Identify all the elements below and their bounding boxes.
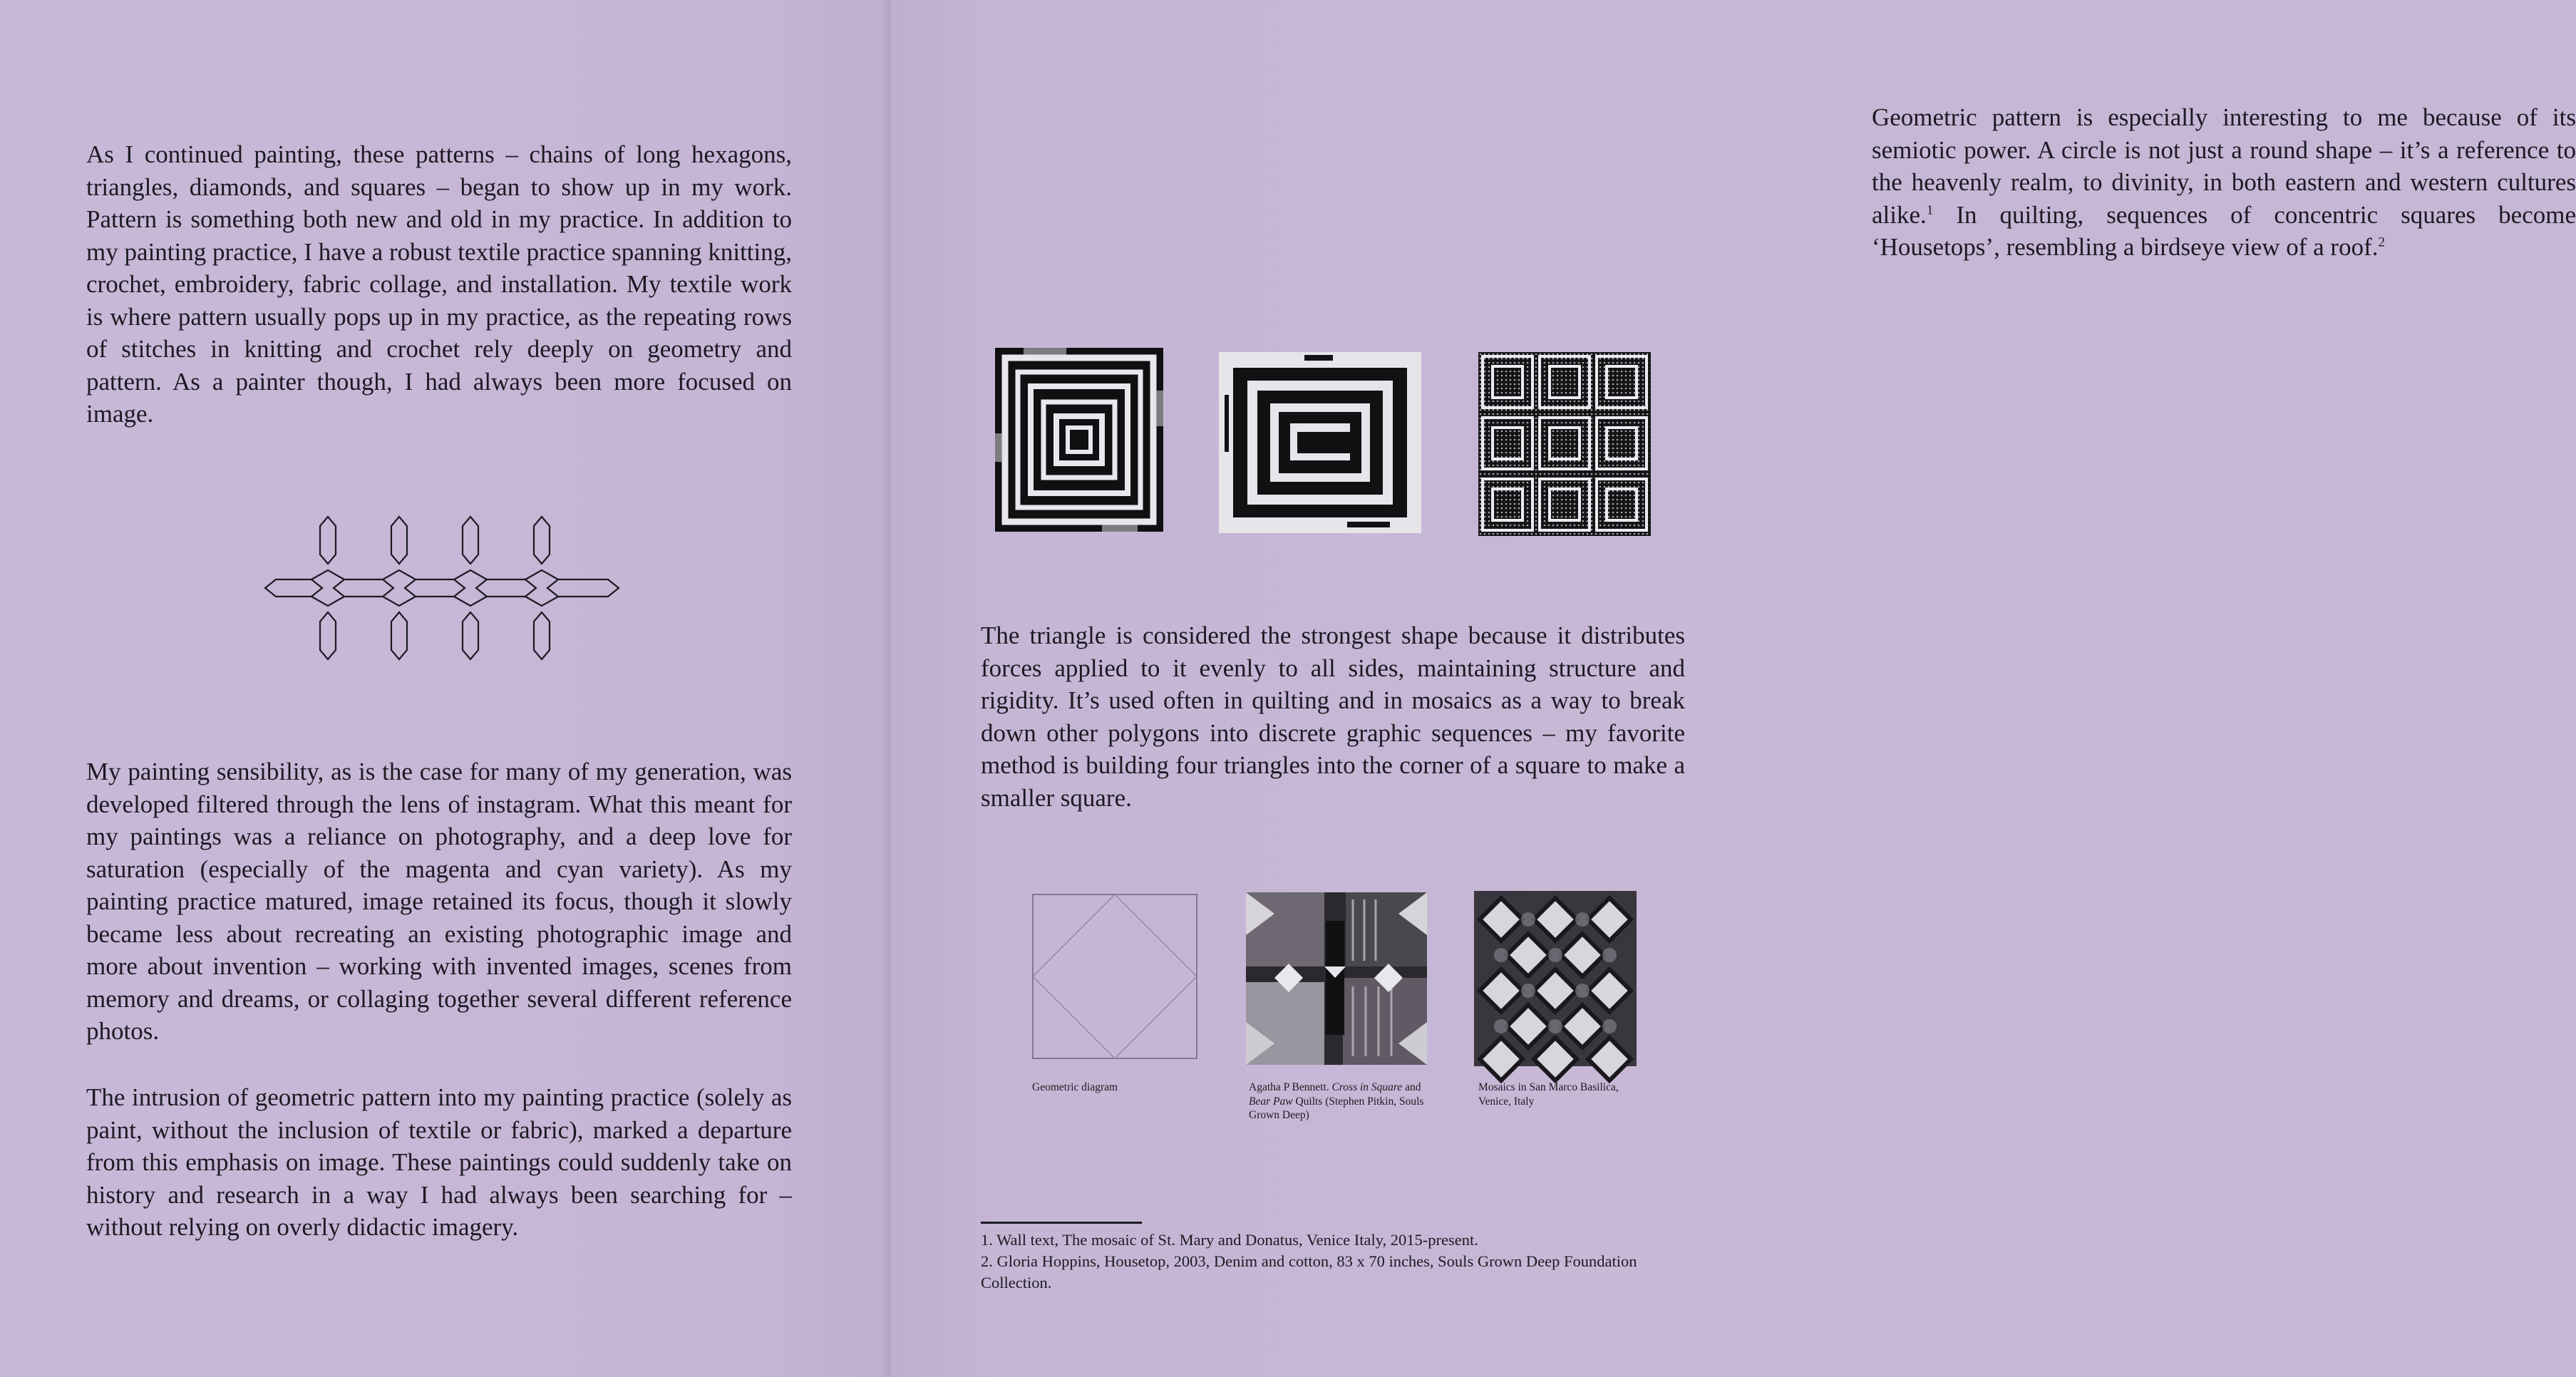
- caption-geometric-diagram: Geometric diagram: [1032, 1081, 1118, 1093]
- hexagon-chain-pattern: [264, 513, 620, 663]
- caption-quilts-artist: Agatha P Bennett.: [1249, 1081, 1332, 1093]
- junction-diamond-1: [311, 570, 344, 579]
- housetop-quilt-image-1: [995, 348, 1163, 532]
- caption-quilts-title-2: Bear Paw: [1249, 1095, 1293, 1108]
- hexagon-horizontal-2: [334, 579, 393, 597]
- junction-diamond-2: [383, 570, 416, 579]
- hexagon-vertical-bottom-4: [534, 612, 550, 659]
- housetop-quilt-image-3: [1478, 352, 1651, 536]
- right-paragraph-1: [1872, 101, 2576, 264]
- hexagon-vertical-top-4: [534, 517, 550, 564]
- hexagon-vertical-bottom-3: [463, 612, 478, 659]
- right-paragraph-1-text-a: Geometric pattern is especially interesting to me because of its semiotic power. A circle is not just a round shape – it’s a reference to the heavenly realm, to divinity, in both eastern and western cultures alike.: [1872, 103, 2576, 229]
- left-paragraph-2: My painting sensibility, as is the case for many of my generation, was developed filtered through the lens of instagram. What this meant for my paintings was a reliance on photography, and a deep love for saturation (especially of the magenta and cyan variety). As my painting practice matured, image retained its focus, though it slowly became less about recreating an existing photographic image and more about invention – working with invented images, scenes from memory and dreams, or collaging together several different reference photos.: [86, 758, 792, 1045]
- san-marco-mosaic-photo: [1474, 891, 1637, 1066]
- hexagon-vertical-top-2: [391, 517, 407, 564]
- footnote-ref-2: 2: [2378, 234, 2385, 250]
- hexagon-horizontal-1: [265, 579, 322, 597]
- hexagon-horizontal-4: [476, 579, 536, 597]
- footnote-1: 1. Wall text, The mosaic of St. Mary and Donatus, Venice Italy, 2015-present.: [981, 1231, 1478, 1249]
- footnote-divider: [981, 1222, 1142, 1224]
- junction-diamond-3: [454, 570, 487, 579]
- caption-quilts-title-1: Cross in Square: [1331, 1081, 1403, 1093]
- caption-quilts-credit: Quilts (Stephen Pitkin, Souls Grown Deep): [1249, 1095, 1424, 1121]
- hexagon-horizontal-3: [405, 579, 465, 597]
- caption-mosaic: Mosaics in San Marco Basilica, Venice, Italy: [1478, 1081, 1619, 1108]
- left-paragraph-3: The intrusion of geometric pattern into my painting practice (solely as paint, without the inclusion of textile or fabric), marked a departure from this emphasis on image. These paintings could suddenly take on history and research in a way I had always been searching for – without relying on overly didactic imagery.: [86, 1083, 792, 1241]
- hexagon-vertical-bottom-1: [320, 612, 336, 659]
- geometric-diagram-image: [1032, 894, 1197, 1059]
- right-paragraph-1-text-b: In quilting, sequences of concentric squares become ‘Housetops’, resembling a birdseye view of a roof.: [1872, 200, 2576, 261]
- caption-quilts: [1249, 1081, 1441, 1123]
- housetop-quilt-image-2: [1219, 352, 1421, 533]
- hexagon-horizontal-5: [547, 579, 619, 597]
- cross-in-square-quilt-photo: [1246, 892, 1427, 1065]
- left-page: [0, 0, 891, 1377]
- left-paragraph-1: As I continued painting, these patterns – chains of long hexagons, triangles, diamonds, and squares – began to show up in my work. Pattern is something both new and old in my practice. In addition to my painting practice, I have a robust textile practice spanning knitting, crochet, embroidery, fabric collage, and installation. My textile work is where pattern usually pops up in my practice, as the repeating rows of stitches in knitting and crochet rely deeply on geometry and pattern. As a painter though, I had always been more focused on image.: [86, 140, 792, 428]
- hexagon-vertical-top-3: [463, 517, 478, 564]
- caption-quilts-and: and: [1402, 1081, 1421, 1093]
- footnote-ref-1: 1: [1926, 202, 1934, 217]
- hexagon-vertical-bottom-2: [391, 612, 407, 659]
- footnote-2: 2. Gloria Hoppins, Housetop, 2003, Denim and cotton, 83 x 70 inches, Souls Grown Deep Foundation Collection.: [981, 1252, 1637, 1291]
- right-paragraph-2: The triangle is considered the strongest shape because it distributes forces applied to it evenly to all sides, maintaining structure and rigidity. It’s used often in quilting and in mosaics as a way to break down other polygons into discrete graphic sequences – my favorite method is building four triangles into the corner of a square to make a smaller square.: [981, 622, 1685, 812]
- junction-diamond-4: [525, 570, 558, 579]
- hexagon-vertical-top-1: [320, 517, 336, 564]
